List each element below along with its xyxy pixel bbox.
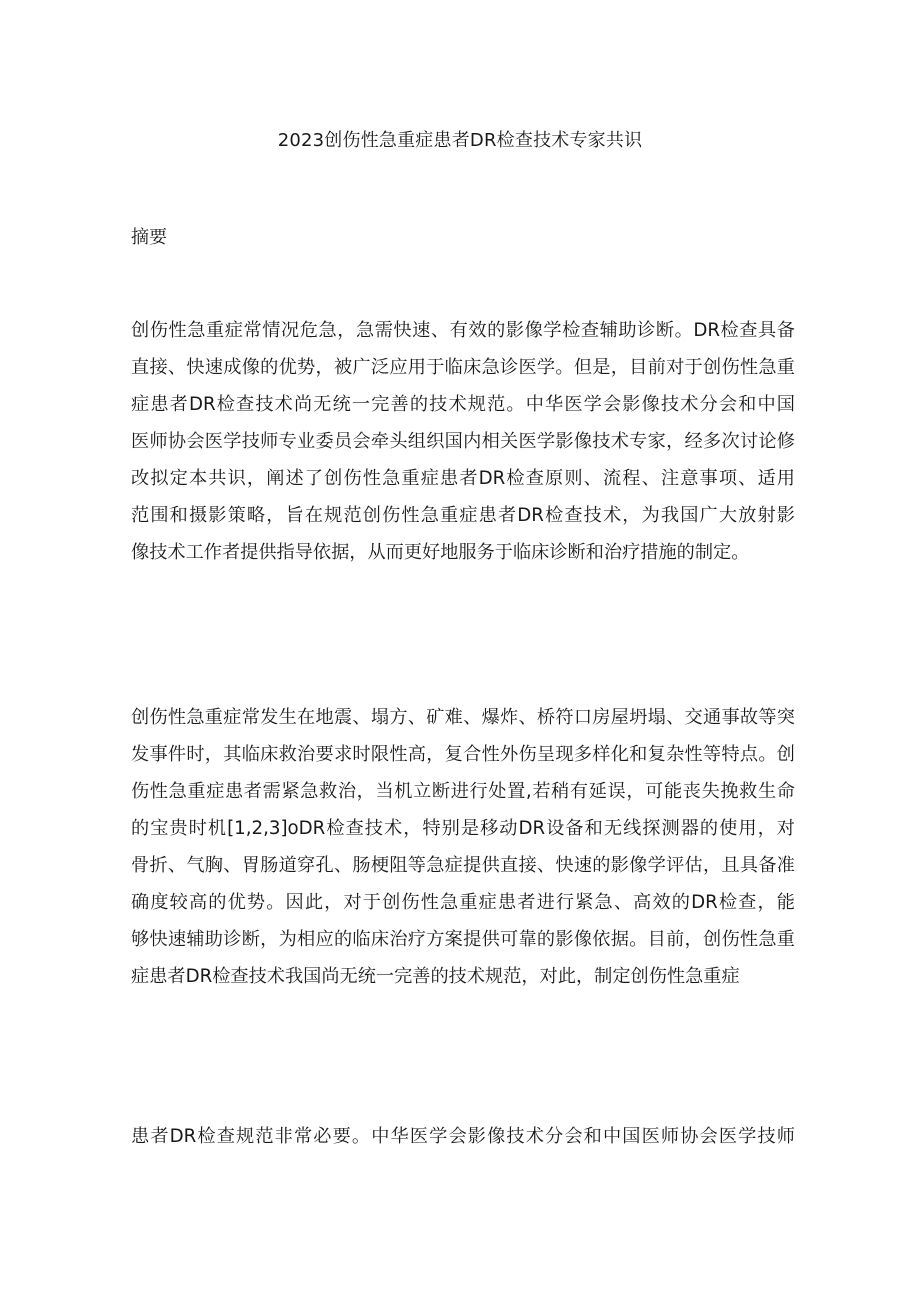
- abstract-heading: 摘要: [131, 227, 167, 248]
- paragraph-line: 症患者DR检查技术尚无统一完善的技术规范。中华医学会影像技术分会和中国: [131, 394, 795, 415]
- paragraph-abstract: [131, 312, 795, 571]
- paragraph-line: 医师协会医学技师专业委员会牵头组织国内相关医学影像技术专家，经多次讨论修: [131, 431, 795, 452]
- paragraph-line: 骨折、气胸、胃肠道穿孔、肠梗阻等急症提供直接、快速的影像学评估，且具备准: [131, 855, 795, 876]
- paragraph-line: 够快速辅助诊断，为相应的临床治疗方案提供可靠的影像依据。目前，创伤性急重: [131, 929, 795, 950]
- paragraph-introduction: [131, 699, 795, 995]
- paragraph-line: 症患者DR检查技术我国尚无统一完善的技术规范，对此，制定创伤性急重症: [131, 966, 740, 987]
- paragraph-line: 创伤性急重症常发生在地震、塌方、矿难、爆炸、桥符口房屋坍塌、交通事故等突: [131, 707, 795, 728]
- paragraph-line: 创伤性急重症常情况危急，急需快速、有效的影像学检查辅助诊断。DR检查具备: [131, 320, 795, 341]
- paragraph-line: 改拟定本共识，阐述了创伤性急重症患者DR检查原则、流程、注意事项、适用: [131, 468, 795, 489]
- paragraph-line: 发事件时，其临床救治要求时限性高，复合性外伤呈现多样化和复杂性等特点。创: [131, 744, 795, 765]
- paragraph-line: 患者DR检查规范非常必要。中华医学会影像技术分会和中国医师协会医学技师: [131, 1126, 795, 1147]
- paragraph-line: 确度较高的优势。因此，对于创伤性急重症患者进行紧急、高效的DR检查，能: [131, 892, 795, 913]
- paragraph-line: 伤性急重症患者需紧急救治，当机立断进行处置,若稍有延误，可能丧失挽救生命: [131, 781, 795, 802]
- paragraph-line: 像技术工作者提供指导依据，从而更好地服务于临床诊断和治疗措施的制定。: [131, 542, 750, 563]
- paragraph-line: 范围和摄影策略，旨在规范创伤性急重症患者DR检查技术，为我国广大放射影: [131, 505, 795, 526]
- document-title: 2023创伤性急重症患者DR检查技术专家共识: [277, 130, 643, 151]
- paragraph-continuation: [131, 1118, 795, 1155]
- paragraph-line: 的宝贵时机[1,2,3]oDR检查技术，特别是移动DR设备和无线探测器的使用，对: [131, 818, 795, 839]
- paragraph-line: 直接、快速成像的优势，被广泛应用于临床急诊医学。但是，目前对于创伤性急重: [131, 357, 795, 378]
